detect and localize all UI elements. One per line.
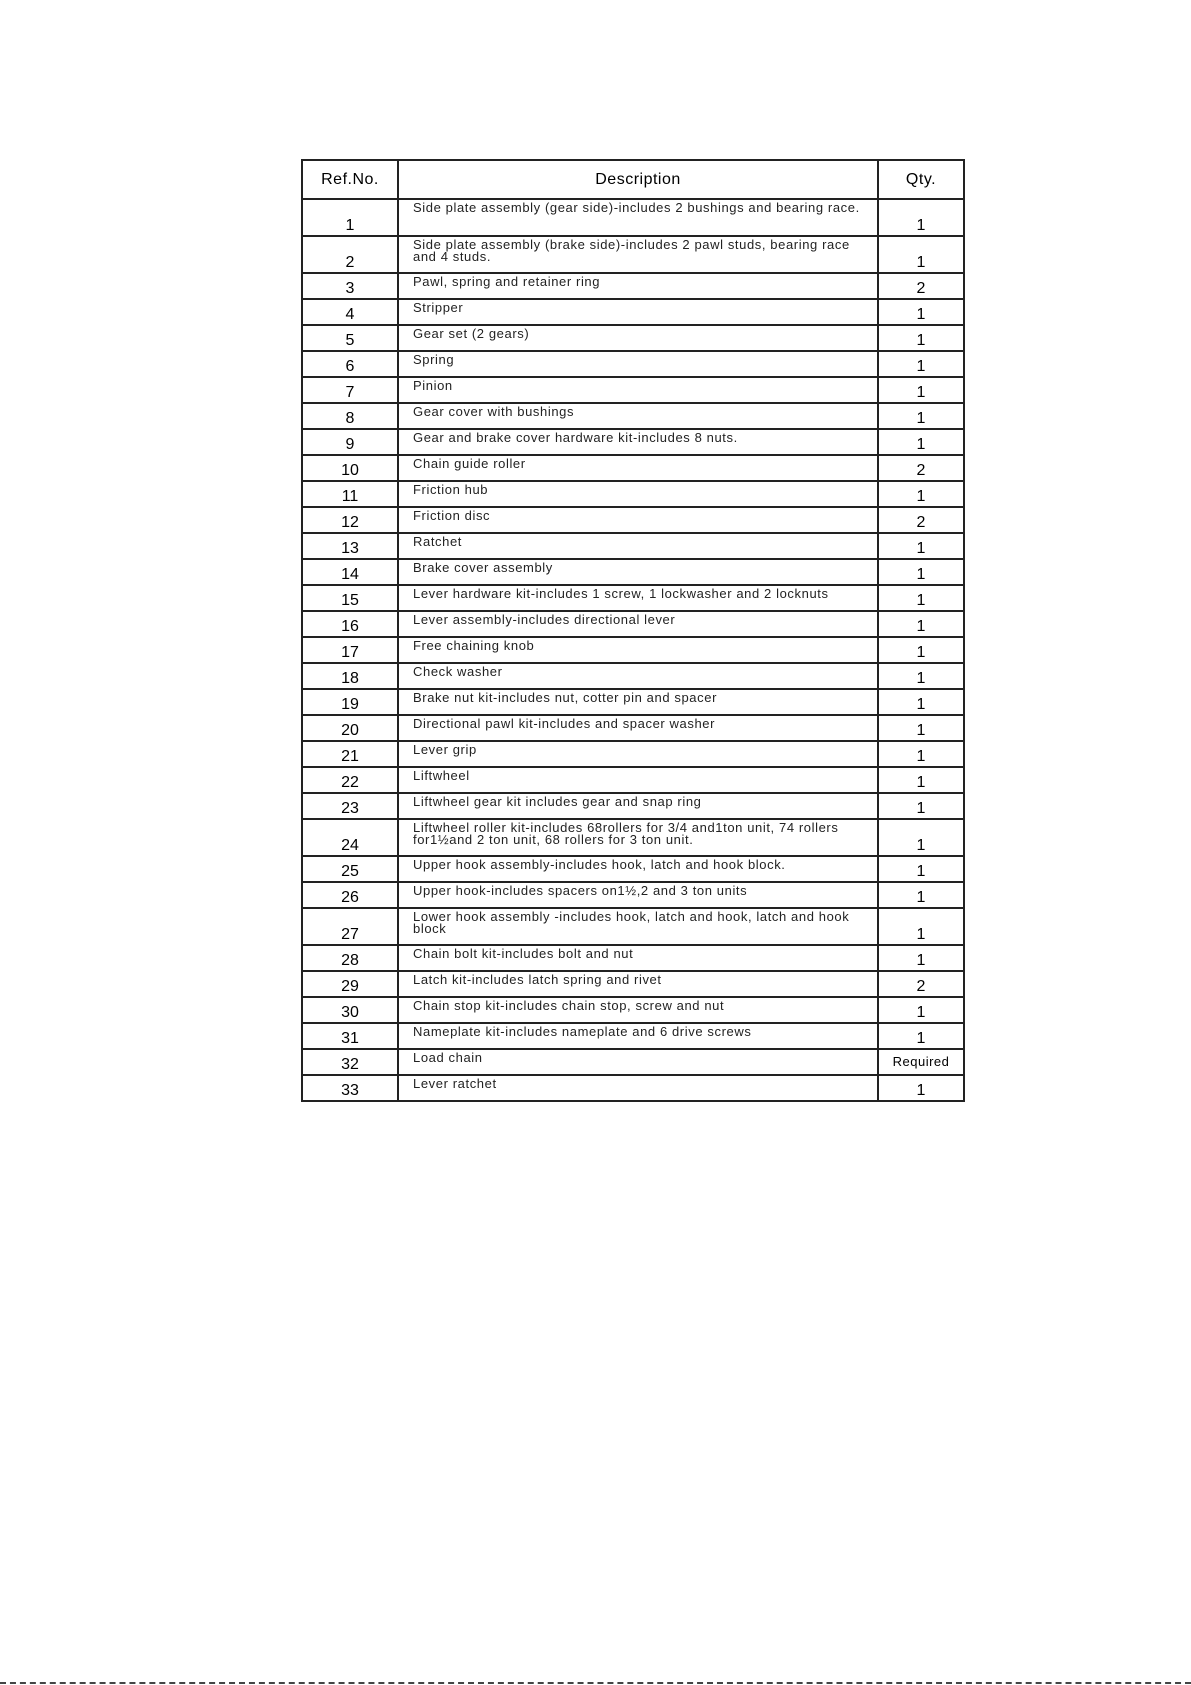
description-header: Description — [398, 160, 878, 199]
description-cell: Lower hook assembly -includes hook, latch and hook, latch and hook block — [398, 908, 878, 945]
qty-cell: 2 — [878, 455, 964, 481]
qty-cell: 1 — [878, 429, 964, 455]
description-cell: Lever assembly-includes directional lever — [398, 611, 878, 637]
description-cell: Lever grip — [398, 741, 878, 767]
table-row — [302, 637, 964, 663]
ref-no-cell: 26 — [302, 882, 398, 908]
table-row — [302, 882, 964, 908]
description-cell: Load chain — [398, 1049, 878, 1075]
ref-no-cell: 11 — [302, 481, 398, 507]
qty-cell: 1 — [878, 1023, 964, 1049]
qty-cell: 1 — [878, 741, 964, 767]
table-row — [302, 908, 964, 945]
description-cell: Upper hook assembly-includes hook, latch and hook block. — [398, 856, 878, 882]
ref-no-cell: 12 — [302, 507, 398, 533]
description-cell: Nameplate kit-includes nameplate and 6 drive screws — [398, 1023, 878, 1049]
table-row — [302, 429, 964, 455]
table-row — [302, 856, 964, 882]
qty-cell: 1 — [878, 611, 964, 637]
table-row — [302, 273, 964, 299]
page-bottom-divider — [0, 1682, 1191, 1684]
description-cell: Pawl, spring and retainer ring — [398, 273, 878, 299]
description-cell: Ratchet — [398, 533, 878, 559]
qty-cell: 2 — [878, 507, 964, 533]
qty-cell: 1 — [878, 715, 964, 741]
ref-no-cell: 15 — [302, 585, 398, 611]
parts-table — [301, 159, 965, 1102]
description-cell: Spring — [398, 351, 878, 377]
description-cell: Gear set (2 gears) — [398, 325, 878, 351]
description-cell: Friction disc — [398, 507, 878, 533]
ref-no-cell: 16 — [302, 611, 398, 637]
table-row — [302, 741, 964, 767]
ref-no-cell: 10 — [302, 455, 398, 481]
ref-no-cell: 24 — [302, 819, 398, 856]
ref-no-cell: 22 — [302, 767, 398, 793]
description-cell: Chain bolt kit-includes bolt and nut — [398, 945, 878, 971]
description-cell: Brake nut kit-includes nut, cotter pin and spacer — [398, 689, 878, 715]
table-row — [302, 945, 964, 971]
qty-cell: 1 — [878, 559, 964, 585]
description-cell: Side plate assembly (gear side)-includes 2 bushings and bearing race. — [398, 199, 878, 236]
table-row — [302, 611, 964, 637]
qty-cell: 1 — [878, 945, 964, 971]
ref-no-cell: 33 — [302, 1075, 398, 1101]
description-cell: Liftwheel — [398, 767, 878, 793]
description-cell: Chain guide roller — [398, 455, 878, 481]
description-cell: Liftwheel roller kit-includes 68rollers for 3/4 and1ton unit, 74 rollers for1½and 2 ton unit, 68 rollers for 3 ton unit. — [398, 819, 878, 856]
description-cell: Liftwheel gear kit includes gear and snap ring — [398, 793, 878, 819]
description-cell: Brake cover assembly — [398, 559, 878, 585]
table-body — [302, 199, 964, 1101]
table-row — [302, 533, 964, 559]
qty-cell: 1 — [878, 1075, 964, 1101]
ref-no-cell: 14 — [302, 559, 398, 585]
ref-no-cell: 5 — [302, 325, 398, 351]
table-row — [302, 507, 964, 533]
table-row — [302, 1049, 964, 1075]
qty-cell: 1 — [878, 767, 964, 793]
table-row — [302, 351, 964, 377]
qty-cell: 1 — [878, 325, 964, 351]
qty-cell: 1 — [878, 882, 964, 908]
qty-cell: 1 — [878, 377, 964, 403]
ref-no-cell: 19 — [302, 689, 398, 715]
ref-no-cell: 30 — [302, 997, 398, 1023]
ref-no-cell: 21 — [302, 741, 398, 767]
description-cell: Upper hook-includes spacers on1½,2 and 3 ton units — [398, 882, 878, 908]
table-header — [302, 160, 964, 199]
qty-cell: 2 — [878, 273, 964, 299]
qty-header: Qty. — [878, 160, 964, 199]
qty-cell: 1 — [878, 856, 964, 882]
table-row — [302, 689, 964, 715]
description-cell: Free chaining knob — [398, 637, 878, 663]
description-cell: Friction hub — [398, 481, 878, 507]
table-row — [302, 403, 964, 429]
ref-no-cell: 13 — [302, 533, 398, 559]
description-cell: Gear cover with bushings — [398, 403, 878, 429]
ref-no-cell: 20 — [302, 715, 398, 741]
ref-no-cell: 1 — [302, 199, 398, 236]
table-row — [302, 559, 964, 585]
ref-no-cell: 8 — [302, 403, 398, 429]
qty-cell: 1 — [878, 481, 964, 507]
table-row — [302, 1023, 964, 1049]
description-cell: Pinion — [398, 377, 878, 403]
table-row — [302, 236, 964, 273]
table-row — [302, 481, 964, 507]
table-row — [302, 997, 964, 1023]
qty-cell: 1 — [878, 199, 964, 236]
ref-no-cell: 4 — [302, 299, 398, 325]
table-row — [302, 325, 964, 351]
ref-no-header: Ref.No. — [302, 160, 398, 199]
qty-cell: 1 — [878, 908, 964, 945]
table-row — [302, 971, 964, 997]
ref-no-cell: 9 — [302, 429, 398, 455]
ref-no-cell: 6 — [302, 351, 398, 377]
description-cell: Directional pawl kit-includes and spacer washer — [398, 715, 878, 741]
qty-cell: 1 — [878, 585, 964, 611]
ref-no-cell: 17 — [302, 637, 398, 663]
ref-no-cell: 7 — [302, 377, 398, 403]
table-row — [302, 663, 964, 689]
table-row — [302, 455, 964, 481]
qty-cell: 2 — [878, 971, 964, 997]
ref-no-cell: 32 — [302, 1049, 398, 1075]
qty-cell: 1 — [878, 299, 964, 325]
qty-cell: 1 — [878, 663, 964, 689]
ref-no-cell: 27 — [302, 908, 398, 945]
table-row — [302, 199, 964, 236]
qty-cell: 1 — [878, 637, 964, 663]
description-cell: Stripper — [398, 299, 878, 325]
description-cell: Gear and brake cover hardware kit-includes 8 nuts. — [398, 429, 878, 455]
description-cell: Latch kit-includes latch spring and rivet — [398, 971, 878, 997]
qty-cell: 1 — [878, 533, 964, 559]
ref-no-cell: 25 — [302, 856, 398, 882]
ref-no-cell: 28 — [302, 945, 398, 971]
table-row — [302, 299, 964, 325]
description-cell: Chain stop kit-includes chain stop, screw and nut — [398, 997, 878, 1023]
qty-cell: 1 — [878, 236, 964, 273]
table-row — [302, 1075, 964, 1101]
qty-cell: 1 — [878, 351, 964, 377]
qty-cell: 1 — [878, 403, 964, 429]
ref-no-cell: 2 — [302, 236, 398, 273]
header-row — [302, 160, 964, 199]
table-row — [302, 819, 964, 856]
qty-cell: 1 — [878, 997, 964, 1023]
description-cell: Check washer — [398, 663, 878, 689]
ref-no-cell: 23 — [302, 793, 398, 819]
ref-no-cell: 31 — [302, 1023, 398, 1049]
description-cell: Lever hardware kit-includes 1 screw, 1 lockwasher and 2 locknuts — [398, 585, 878, 611]
description-cell: Side plate assembly (brake side)-includes 2 pawl studs, bearing race and 4 studs. — [398, 236, 878, 273]
ref-no-cell: 29 — [302, 971, 398, 997]
table-row — [302, 377, 964, 403]
ref-no-cell: 18 — [302, 663, 398, 689]
table-row — [302, 793, 964, 819]
qty-cell: Required — [878, 1049, 964, 1075]
description-cell: Lever ratchet — [398, 1075, 878, 1101]
table-row — [302, 585, 964, 611]
qty-cell: 1 — [878, 689, 964, 715]
ref-no-cell: 3 — [302, 273, 398, 299]
table-row — [302, 767, 964, 793]
table-row — [302, 715, 964, 741]
qty-cell: 1 — [878, 793, 964, 819]
qty-cell: 1 — [878, 819, 964, 856]
